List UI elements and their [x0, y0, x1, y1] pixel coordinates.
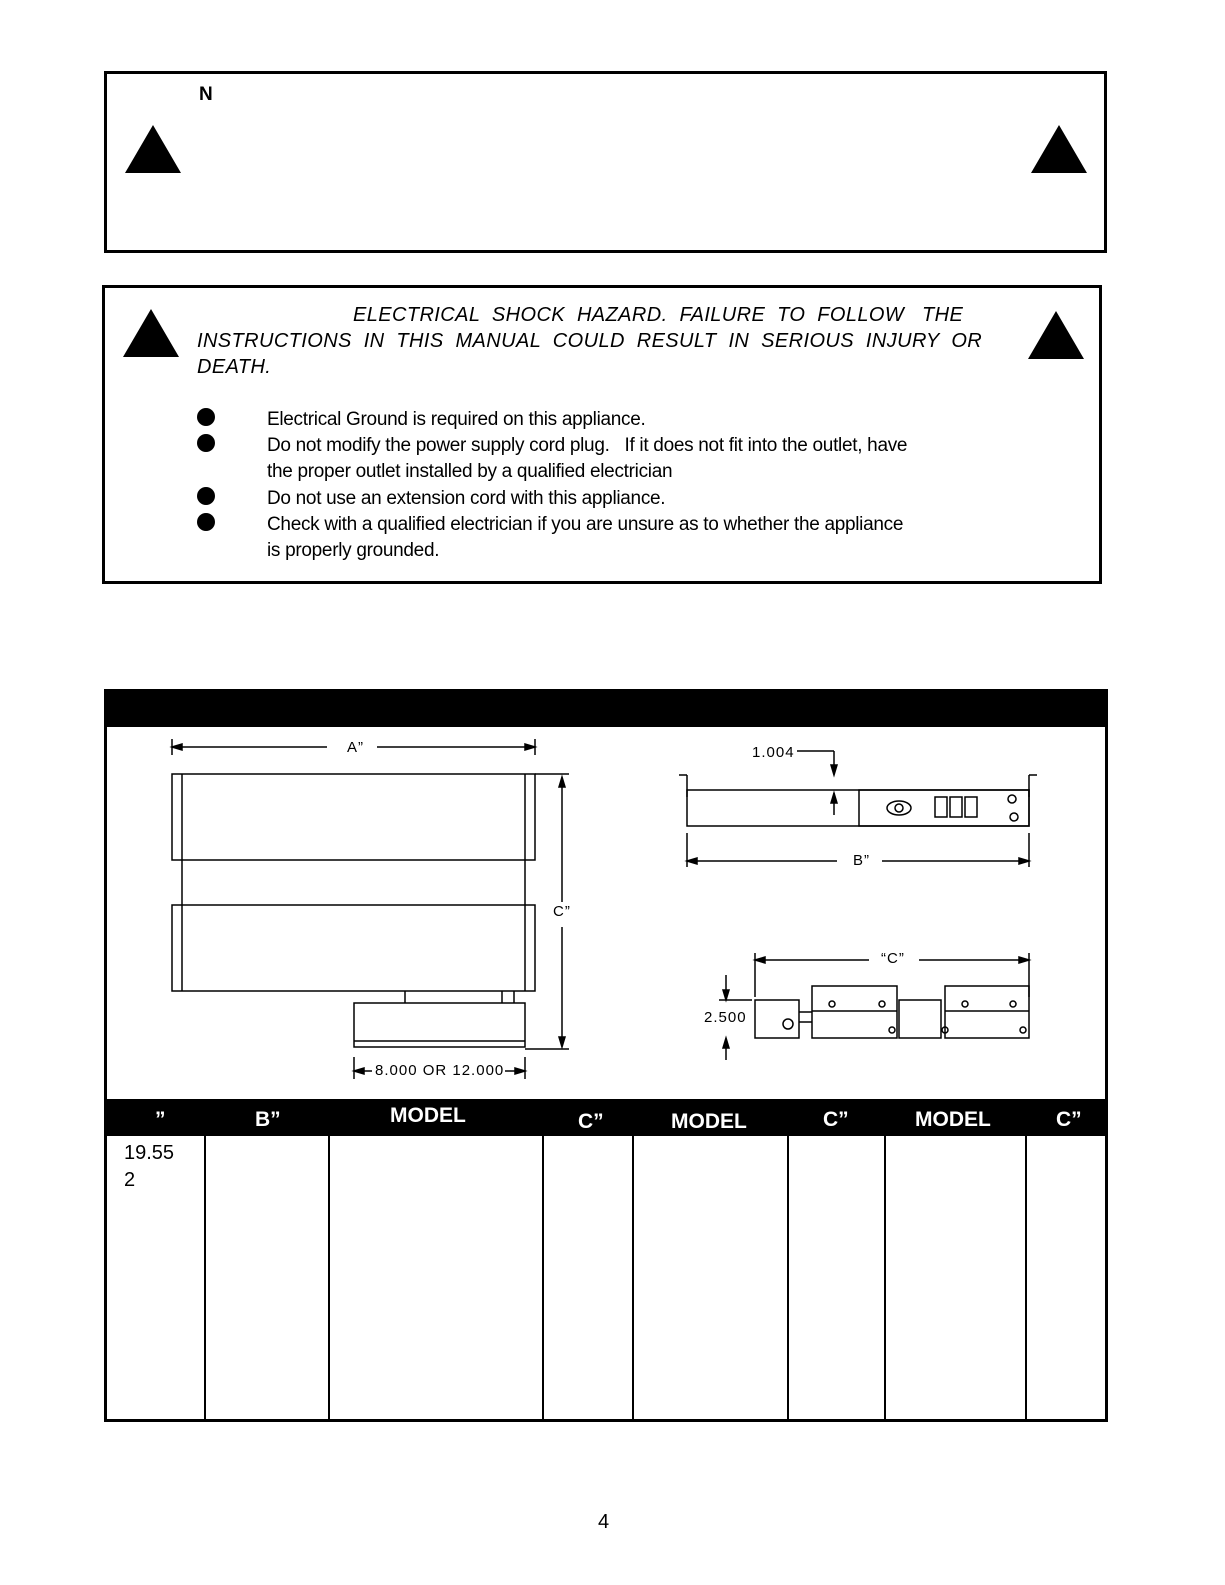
bullet-icon: [197, 487, 215, 505]
warning-item-2-cont: the proper outlet installed by a qualified electrician: [267, 461, 673, 482]
table-cell-line-1: 19.55: [124, 1142, 175, 1164]
dim-1004-label: 1.004: [752, 744, 795, 761]
warning-item-4: Check with a qualified electrician if you are unsure as to whether the appliance: [267, 514, 904, 535]
notice-title: N: [199, 84, 213, 105]
bullet-icon: [197, 434, 215, 452]
table-header-c-1: C”: [578, 1110, 604, 1133]
bullet-icon: [197, 408, 215, 426]
page-number: 4: [598, 1511, 610, 1533]
warning-item-2: Do not modify the power supply cord plug. If it does not fit into the outlet, have: [267, 435, 908, 456]
warning-item-1: Electrical Ground is required on this appliance.: [267, 409, 646, 430]
dim-c-label: C”: [553, 903, 571, 920]
warning-triangle-icon: [1028, 311, 1084, 359]
warning-triangle-icon: [123, 309, 179, 357]
dim-c-right-label: “C”: [881, 950, 905, 967]
table-column-divider: [632, 1136, 634, 1420]
dimension-drawing: [107, 727, 1105, 1099]
dim-depth-label: 8.000 OR 12.000: [375, 1062, 505, 1079]
warning-item-4-cont: is properly grounded.: [267, 540, 440, 561]
bullet-icon: [197, 513, 215, 531]
table-column-divider: [204, 1136, 206, 1420]
table-column-divider: [1025, 1136, 1027, 1420]
table-column-divider: [787, 1136, 789, 1420]
table-header-model-2: MODEL: [671, 1110, 747, 1133]
frame-title-bar: [104, 689, 1108, 727]
dim-a-label: A”: [347, 739, 364, 756]
dim-b-label: B”: [853, 852, 870, 869]
table-cell-line-2: 2: [124, 1169, 136, 1191]
table-header-model-1: MODEL: [390, 1104, 466, 1127]
warning-line-1: ELECTRICAL SHOCK HAZARD. FAILURE TO FOLLOW THE: [353, 304, 964, 326]
table-header-c-2: C”: [823, 1108, 849, 1131]
table-header-model-3: MODEL: [915, 1108, 991, 1131]
table-header-b: B”: [255, 1108, 281, 1131]
warning-triangle-icon: [125, 125, 181, 173]
table-header-c-3: C”: [1056, 1108, 1082, 1131]
dim-2500-label: 2.500: [704, 1009, 747, 1026]
warning-item-3: Do not use an extension cord with this appliance.: [267, 488, 666, 509]
warning-line-3: DEATH.: [197, 356, 272, 378]
warning-line-2: INSTRUCTIONS IN THIS MANUAL COULD RESULT IN SERIOUS INJURY OR: [197, 330, 983, 352]
table-column-divider: [884, 1136, 886, 1420]
table-header-a: ”: [155, 1108, 166, 1131]
table-column-divider: [328, 1136, 330, 1420]
notice-box: [104, 71, 1107, 253]
table-column-divider: [542, 1136, 544, 1420]
warning-triangle-icon: [1031, 125, 1087, 173]
